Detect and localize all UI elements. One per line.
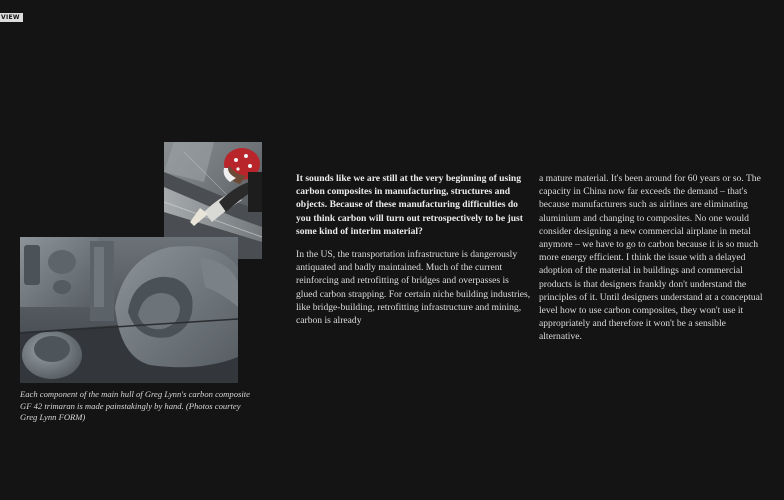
interview-question: It sounds like we are still at the very beginning of using carbon composites in manufacturing, structures and objects. Because of these manufacturing difficulties do you think carbon will turn out retrospectively to be just some kind of interim material?	[296, 173, 523, 237]
article-column-right	[539, 172, 771, 354]
answer-paragraph-2: a mature material. It's been around for 60 years or so. The capacity in China now far exceeds the demand – that's because manufacturers such as airlines are eliminating aluminium and changing to composites. No one would consider designing a new commercial airplane in metal anymore – we have to go to carbon because it is so much more energy efficient. I think the issue with a delayed adoption of the material in buildings and commercial products is that designers frankly don't understand the principles of it. Until designers understand at a conceptual level how to use carbon composites, they won't use it appropriately and therefore it won't be a sensible alternative.	[539, 173, 763, 343]
hull-components-photo	[20, 237, 238, 383]
view-badge[interactable]: VIEW	[0, 13, 23, 22]
article-column-middle	[296, 172, 532, 337]
answer-paragraph-1: In the US, the transportation infrastructure is dangerously antiquated and badly maintained. Much of the current reinforcing and retrofitting of bridges and overpasses is glued carbon strapping. For certain niche building industries, like bridge-building, retrofitting infrastructure and mining, carbon is already	[296, 249, 531, 327]
photo-caption: Each component of the main hull of Greg Lynn's carbon composite GF 42 trimaran is made painstakingly by hand. (Photos courtey Greg Lynn FORM)	[20, 389, 250, 423]
